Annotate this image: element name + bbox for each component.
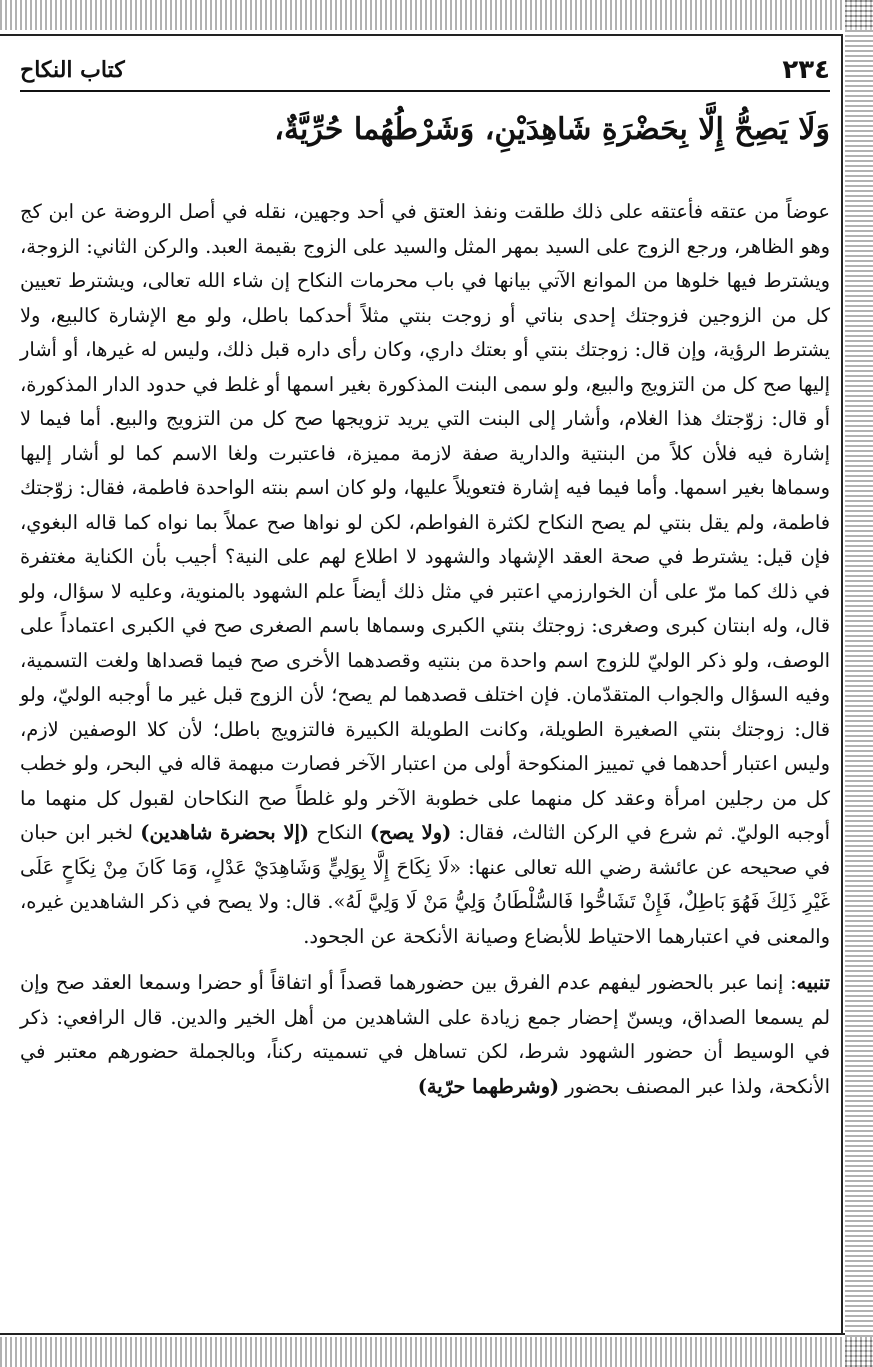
matn-quote: (ولا يصح) [369,821,452,844]
tanbih-text: : إنما عبر بالحضور ليفهم عدم الفرق بين حضورهما قصداً أو اتفاقاً أو حضرا وسمعا العقد صح وإن لم يسمعا الصداق، ويسنّ إحضار جمع زيادة على الشاهدين من أهل الخير والدين. قال الرافعي: ذكر في الوسيط أن حضور الشهود شرط، لكن تساهل في تسميته ركناً، وبالجملة حضورهم معتبر في الأنكحة، ولذا عبر المصنف بحضور [20,971,830,1098]
tanbih-paragraph [20,966,830,1104]
frame-rule-right [841,34,843,1334]
commentary-text: النكاح [316,821,363,844]
matn-quote: (وشرطهما حرّية) [417,1074,560,1098]
commentary-text: لخبر ابن حبان في صحيحه عن عائشة رضي الله تعالى عنها: «لَا نِكَاحَ إِلَّا بِوَلِيٍّ وَشَاهِدَيْ عَدْلٍ، وَمَا كَانَ مِنْ نِكَاحٍ عَلَى غَيْرِ ذَلِكَ فَهُوَ بَاطِلٌ، فَإِنْ تَشَاحُّوا فَالسُّلْطَانُ وَلِيُّ مَنْ لَا وَلِيَّ لَهُ». قال: ولا يصح في ذكر الشاهدين غيره، والمعنى في اعتبارهما الاحتياط للأبضاع وصيانة الأنكحة عن الجحود. [20,821,830,948]
tanbih-label: تنبيه [796,971,830,994]
ornamental-border-right [845,0,873,1367]
matn-quote: (إلا بحضرة شاهدين) [140,821,310,844]
page-header [20,50,830,92]
running-title: كتاب النكاح [20,57,125,83]
matn-text: وَلَا يَصِحُّ إِلَّا بِحَضْرَةِ شَاهِدَيْنِ، وَشَرْطُهُما حُرِّيَّةٌ، [274,112,830,147]
commentary-body [20,195,830,1104]
ornamental-border-top [0,0,873,30]
frame-rule-bottom [0,1333,845,1335]
ornamental-border-bottom [0,1337,873,1367]
commentary-text: عوضاً من عتقه فأعتقه على ذلك طلقت ونفذ العتق في أحد وجهين، نقله في أصل الروضة عن ابن كج وهو الظاهر، ورجع الزوج على السيد بمهر المثل والسيد على الزوج بقيمة العبد. والركن الثاني: الزوجة، ويشترط فيها خلوها من الموانع الآتي بيانها في باب محرمات النكاح إن شاء الله تعالى، ويشترط تعيين كل من الزوجين فزوجتك إحدى بناتي أو زوجت بنتي مثلاً أحدكما باطل، ولو مع الإشارة كالبيع، ولا يشترط الرؤية، وإن قال: زوجتك بنتي أو بعتك داري، وكان رأى داره قبل ذلك، وليس له غيرها، أو أشار إليها صح كل من التزويج والبيع، ولو سمى البنت المذكورة بغير اسمها أو غلط في حدود الدار المذكورة، أو قال: زوّجتك هذا الغلام، وأشار إلى البنت التي يريد تزويجها صح كل من التزويج والبيع. أما فيما لا إشارة فيه فلأن كلاً من البنتية والدارية صفة لازمة مميزة، فاعتبرت ولغا الاسم كما لو أشار إليها وسماها بغير اسمها. وأما فيما فيه إشارة فتعويلاً عليها، ولو كان اسم بنته الواحدة فاطمة، فقال: زوّجتك فاطمة، ولم يقل بنتي لم يصح النكاح لكثرة الفواطم، لكن لو نواها صح عملاً بما نواه كما قاله البغوي، فإن قيل: يشترط في صحة العقد الإشهاد والشهود لا اطلاع لهم على النية؟ أجيب بأن الكناية مغتفرة في ذلك كما مرّ على أن الخوارزمي اعتبر في مثل ذلك أيضاً علم الشهود بالمنوية، وعليه لا سؤال، ولو قال، وله ابنتان كبرى وصغرى: زوجتك بنتي الكبرى وسماها باسم الصغرى صح في الكبرى اعتماداً على الوصف، ولو ذكر الوليّ للزوج اسم واحدة من بنتيه وقصدهما الأخرى صح فيما قصداها ولغت التسمية، وفيه السؤال والجواب المتقدّمان. فإن اختلف قصدهما لم يصح؛ لأن الزوج قبل غير ما أوجبه الوليّ، ولو قال: زوجتك بنتي الصغيرة الطويلة، وكانت الطويلة الكبيرة فالتزويج باطل؛ لأن كلا الوصفين لازم، وليس اعتبار أحدهما في تمييز المنكوحة أولى من اعتبار الآخر فصارت مبهمة قاله في البحر، ولو خطب كل من رجلين امرأة وعقد كل منهما على خطوبة الآخر ولو غلطاً صح النكاحان لقبول كل منهما ما أوجبه الوليّ. ثم شرع في الركن الثالث، فقال: [20,200,830,844]
page-number: ٢٣٤ [782,55,830,85]
frame-rule-top [0,34,843,36]
commentary-paragraph [20,195,830,954]
